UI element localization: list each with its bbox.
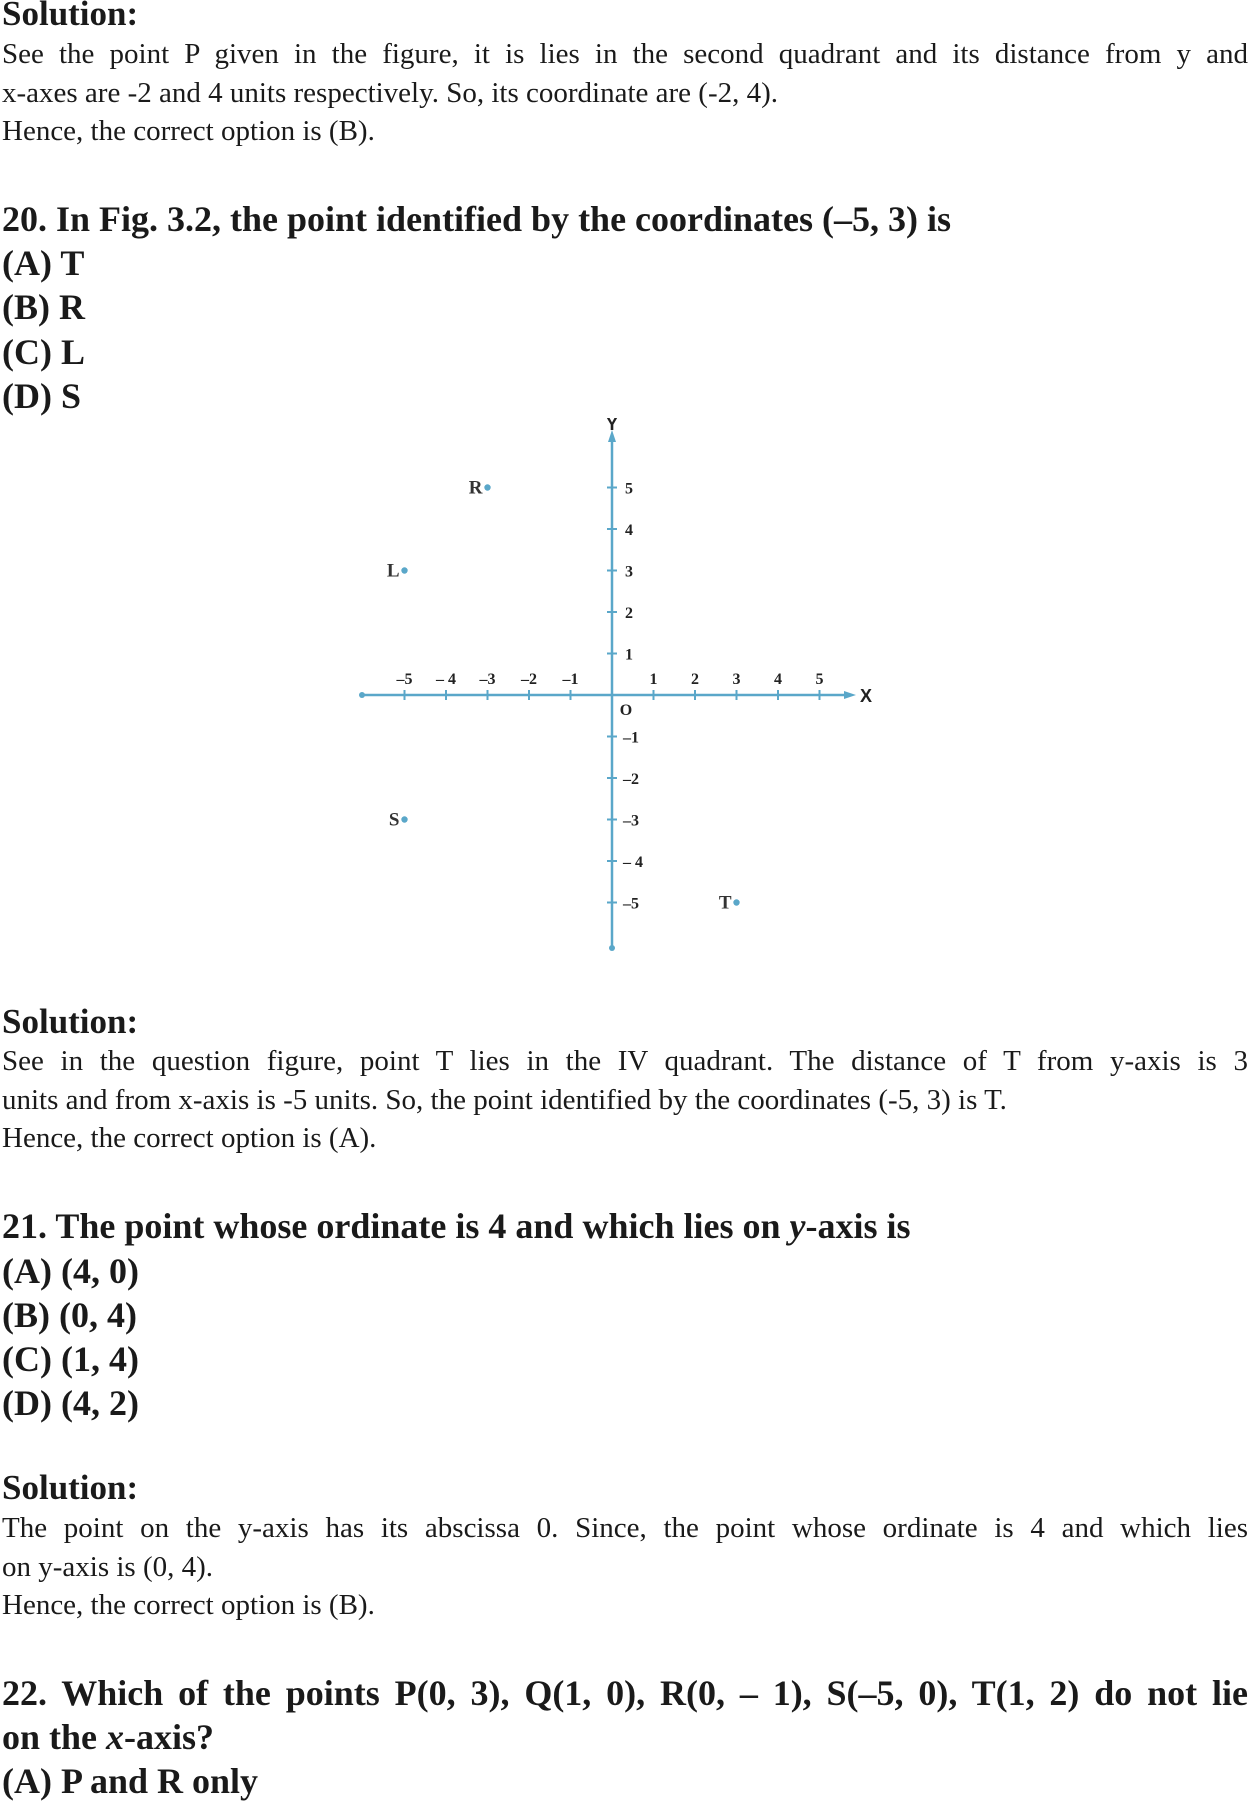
point-s-marker: [401, 816, 407, 822]
question-22-cont: [2, 1715, 214, 1759]
solution-line: units and from x-axis is -5 units. So, the point identified by the coordinates (-5, 3) is T.: [2, 1083, 1007, 1116]
point-l-label: L: [386, 560, 400, 582]
option-c: (C) (1, 4): [2, 1339, 139, 1379]
option-a: (A) T: [2, 243, 85, 283]
solution-line: See in the question figure, point T lies in the IV quadrant. The distance of T from y-axis is 3: [2, 1045, 1248, 1077]
question-text: on the: [2, 1717, 107, 1757]
origin-label: O: [619, 702, 633, 719]
y-tick-label: –3: [623, 812, 639, 830]
y-tick-label: 4: [625, 522, 633, 539]
question-22: 22. Which of the points P(0, 3), Q(1, 0), R(0, – 1), S(–5, 0), T(1, 2) do not lie: [2, 1673, 1248, 1713]
y-tick-label: – 4: [623, 854, 643, 871]
option-d: (D) (4, 2): [2, 1383, 139, 1423]
option-a: (A) (4, 0): [2, 1251, 139, 1291]
x-tick-label: –5: [396, 671, 413, 688]
y-tick-label: 5: [625, 480, 633, 498]
x-tick-label: 4: [774, 671, 782, 688]
y-axis-label: Y: [605, 418, 619, 434]
option-d: (D) S: [2, 376, 81, 416]
x-tick-label: –1: [562, 671, 579, 688]
solution-line: on y-axis is (0, 4).: [2, 1550, 214, 1583]
axes: [359, 430, 856, 951]
x-axis-arrow: [844, 691, 856, 699]
x-axis-label: X: [859, 686, 873, 706]
solution-text: [2, 1042, 1248, 1158]
solution-text: [2, 35, 1248, 151]
solution-heading: Solution:: [2, 1468, 139, 1507]
solution-line: Hence, the correct option is (A).: [2, 1122, 377, 1154]
point-t-marker: [733, 899, 739, 905]
question-21: [2, 1204, 910, 1248]
coordinate-plane-figure: [350, 418, 890, 958]
point-t-label: T: [718, 892, 732, 914]
solution-line: x-axes are -2 and 4 units respectively. So, its coordinate are (-2, 4).: [2, 76, 779, 109]
solution-line: Hence, the correct option is (B).: [2, 1589, 375, 1621]
question-variable: x: [106, 1717, 125, 1757]
x-tick-label: –2: [521, 671, 537, 688]
x-tick-label: –3: [479, 671, 496, 688]
option-c: (C) L: [2, 332, 85, 372]
solution-heading: Solution:: [2, 1002, 139, 1041]
solution-heading: Solution:: [2, 0, 139, 33]
point-l-marker: [401, 567, 407, 573]
y-tick-label: 1: [625, 646, 633, 664]
point-s-label: S: [388, 809, 400, 831]
y-axis-end: [609, 945, 615, 951]
x-tick-label: 3: [732, 671, 741, 688]
option-b: (B) R: [2, 287, 85, 327]
x-axis-end: [359, 692, 365, 698]
solution-text: [2, 1509, 1248, 1625]
x-tick-label: – 4: [436, 671, 456, 688]
solution-line: See the point P given in the figure, it is lies in the second quadrant and its distance from y and: [2, 38, 1248, 70]
point-r-marker: [484, 484, 490, 490]
option-a: (A) P and R only: [2, 1761, 259, 1801]
y-tick-label: 3: [625, 563, 633, 581]
y-tick-label: –5: [623, 895, 639, 913]
x-tick-label: 2: [691, 671, 699, 688]
question-text: -axis is: [805, 1206, 911, 1246]
option-b: (B) (0, 4): [2, 1295, 137, 1335]
tick-labels: [396, 418, 873, 913]
solution-line: Hence, the correct option is (B).: [2, 115, 375, 147]
question-variable: y: [789, 1206, 806, 1246]
x-tick-label: 5: [815, 671, 824, 688]
y-tick-label: –1: [623, 729, 639, 747]
y-tick-label: –2: [623, 771, 639, 788]
x-tick-label: 1: [649, 671, 658, 688]
question-text: -axis?: [124, 1717, 215, 1757]
question-text: 21. The point whose ordinate is 4 and which lies on: [2, 1206, 790, 1246]
point-r-label: R: [468, 477, 483, 499]
question-20: 20. In Fig. 3.2, the point identified by the coordinates (–5, 3) is: [2, 199, 952, 239]
solution-line: The point on the y-axis has its abscissa 0. Since, the point whose ordinate is 4 and which lies: [2, 1512, 1248, 1544]
y-tick-label: 2: [625, 605, 633, 622]
